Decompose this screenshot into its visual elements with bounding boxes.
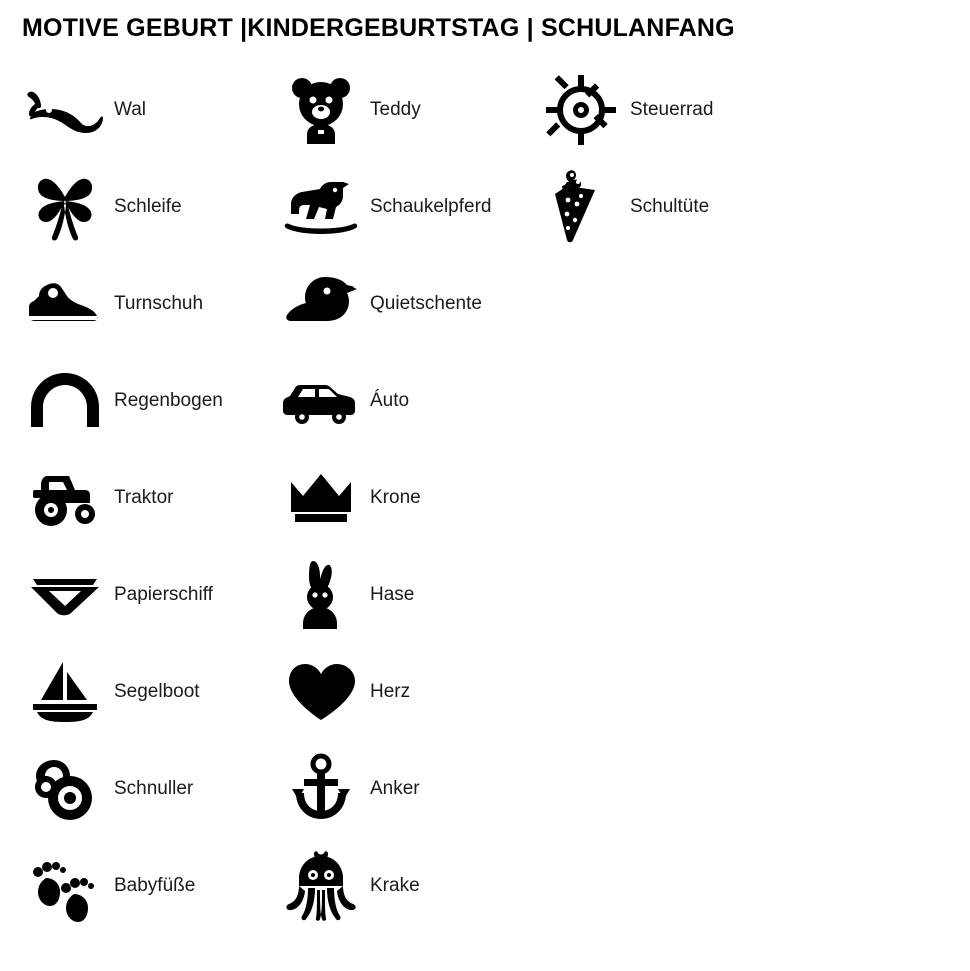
rainbow-icon: [22, 365, 108, 437]
list-item-label: Wal: [114, 98, 147, 120]
sailboat-icon: [22, 656, 108, 728]
motif-column-2: [278, 61, 491, 934]
tractor-icon: [22, 462, 108, 534]
list-item-label: Schultüte: [630, 195, 710, 217]
bunny-icon: [278, 559, 364, 631]
rocking-horse-icon: [278, 171, 364, 243]
list-item-label: Turnschuh: [114, 292, 204, 314]
crown-icon: [278, 462, 364, 534]
list-item-label: Teddy: [370, 98, 421, 120]
list-item[interactable]: [278, 449, 491, 546]
list-item[interactable]: [538, 158, 713, 255]
list-item[interactable]: [538, 61, 713, 158]
list-item[interactable]: [278, 352, 491, 449]
motif-column-1: [22, 61, 223, 934]
car-icon: [278, 365, 364, 437]
list-item-label: Anker: [370, 777, 420, 799]
list-item-label: Hase: [370, 583, 415, 605]
whale-icon: [22, 74, 108, 146]
list-item-label: Krone: [370, 486, 421, 508]
list-item-label: Steuerrad: [630, 98, 714, 120]
list-item[interactable]: [278, 61, 491, 158]
pacifier-icon: [22, 753, 108, 825]
baby-feet-icon: [22, 850, 108, 922]
list-item-label: Traktor: [114, 486, 174, 508]
heart-icon: [278, 656, 364, 728]
list-item[interactable]: [22, 546, 223, 643]
list-item[interactable]: [22, 158, 223, 255]
list-item[interactable]: [22, 61, 223, 158]
list-item[interactable]: [278, 837, 491, 934]
list-item-label: Herz: [370, 680, 411, 702]
motif-column-3: [538, 61, 713, 255]
list-item-label: Babyfüße: [114, 874, 196, 896]
list-item-label: Quietschente: [370, 292, 482, 314]
list-item[interactable]: [278, 546, 491, 643]
list-item-label: Segelboot: [114, 680, 200, 702]
list-item[interactable]: [278, 740, 491, 837]
list-item-label: Krake: [370, 874, 420, 896]
anchor-icon: [278, 753, 364, 825]
rubber-duck-icon: [278, 268, 364, 340]
list-item[interactable]: [22, 643, 223, 740]
bow-icon: [22, 171, 108, 243]
teddy-bear-icon: [278, 74, 364, 146]
list-item[interactable]: [278, 158, 491, 255]
list-item[interactable]: [278, 255, 491, 352]
sneaker-icon: [22, 268, 108, 340]
list-item-label: Schleife: [114, 195, 182, 217]
list-item-label: Schnuller: [114, 777, 194, 799]
list-item-label: Regenbogen: [114, 389, 223, 411]
list-item[interactable]: [22, 740, 223, 837]
paper-boat-icon: [22, 559, 108, 631]
list-item-label: Schaukelpferd: [370, 195, 492, 217]
list-item[interactable]: [22, 837, 223, 934]
list-item[interactable]: [278, 643, 491, 740]
list-item[interactable]: [22, 449, 223, 546]
list-item-label: Áuto: [370, 389, 410, 411]
octopus-icon: [278, 850, 364, 922]
list-item[interactable]: [22, 255, 223, 352]
list-item-label: Papierschiff: [114, 583, 213, 605]
ship-wheel-icon: [538, 74, 624, 146]
page-title: MOTIVE GEBURT |KINDERGEBURTSTAG | SCHULANFANG: [22, 14, 735, 42]
list-item[interactable]: [22, 352, 223, 449]
school-cone-icon: [538, 171, 624, 243]
